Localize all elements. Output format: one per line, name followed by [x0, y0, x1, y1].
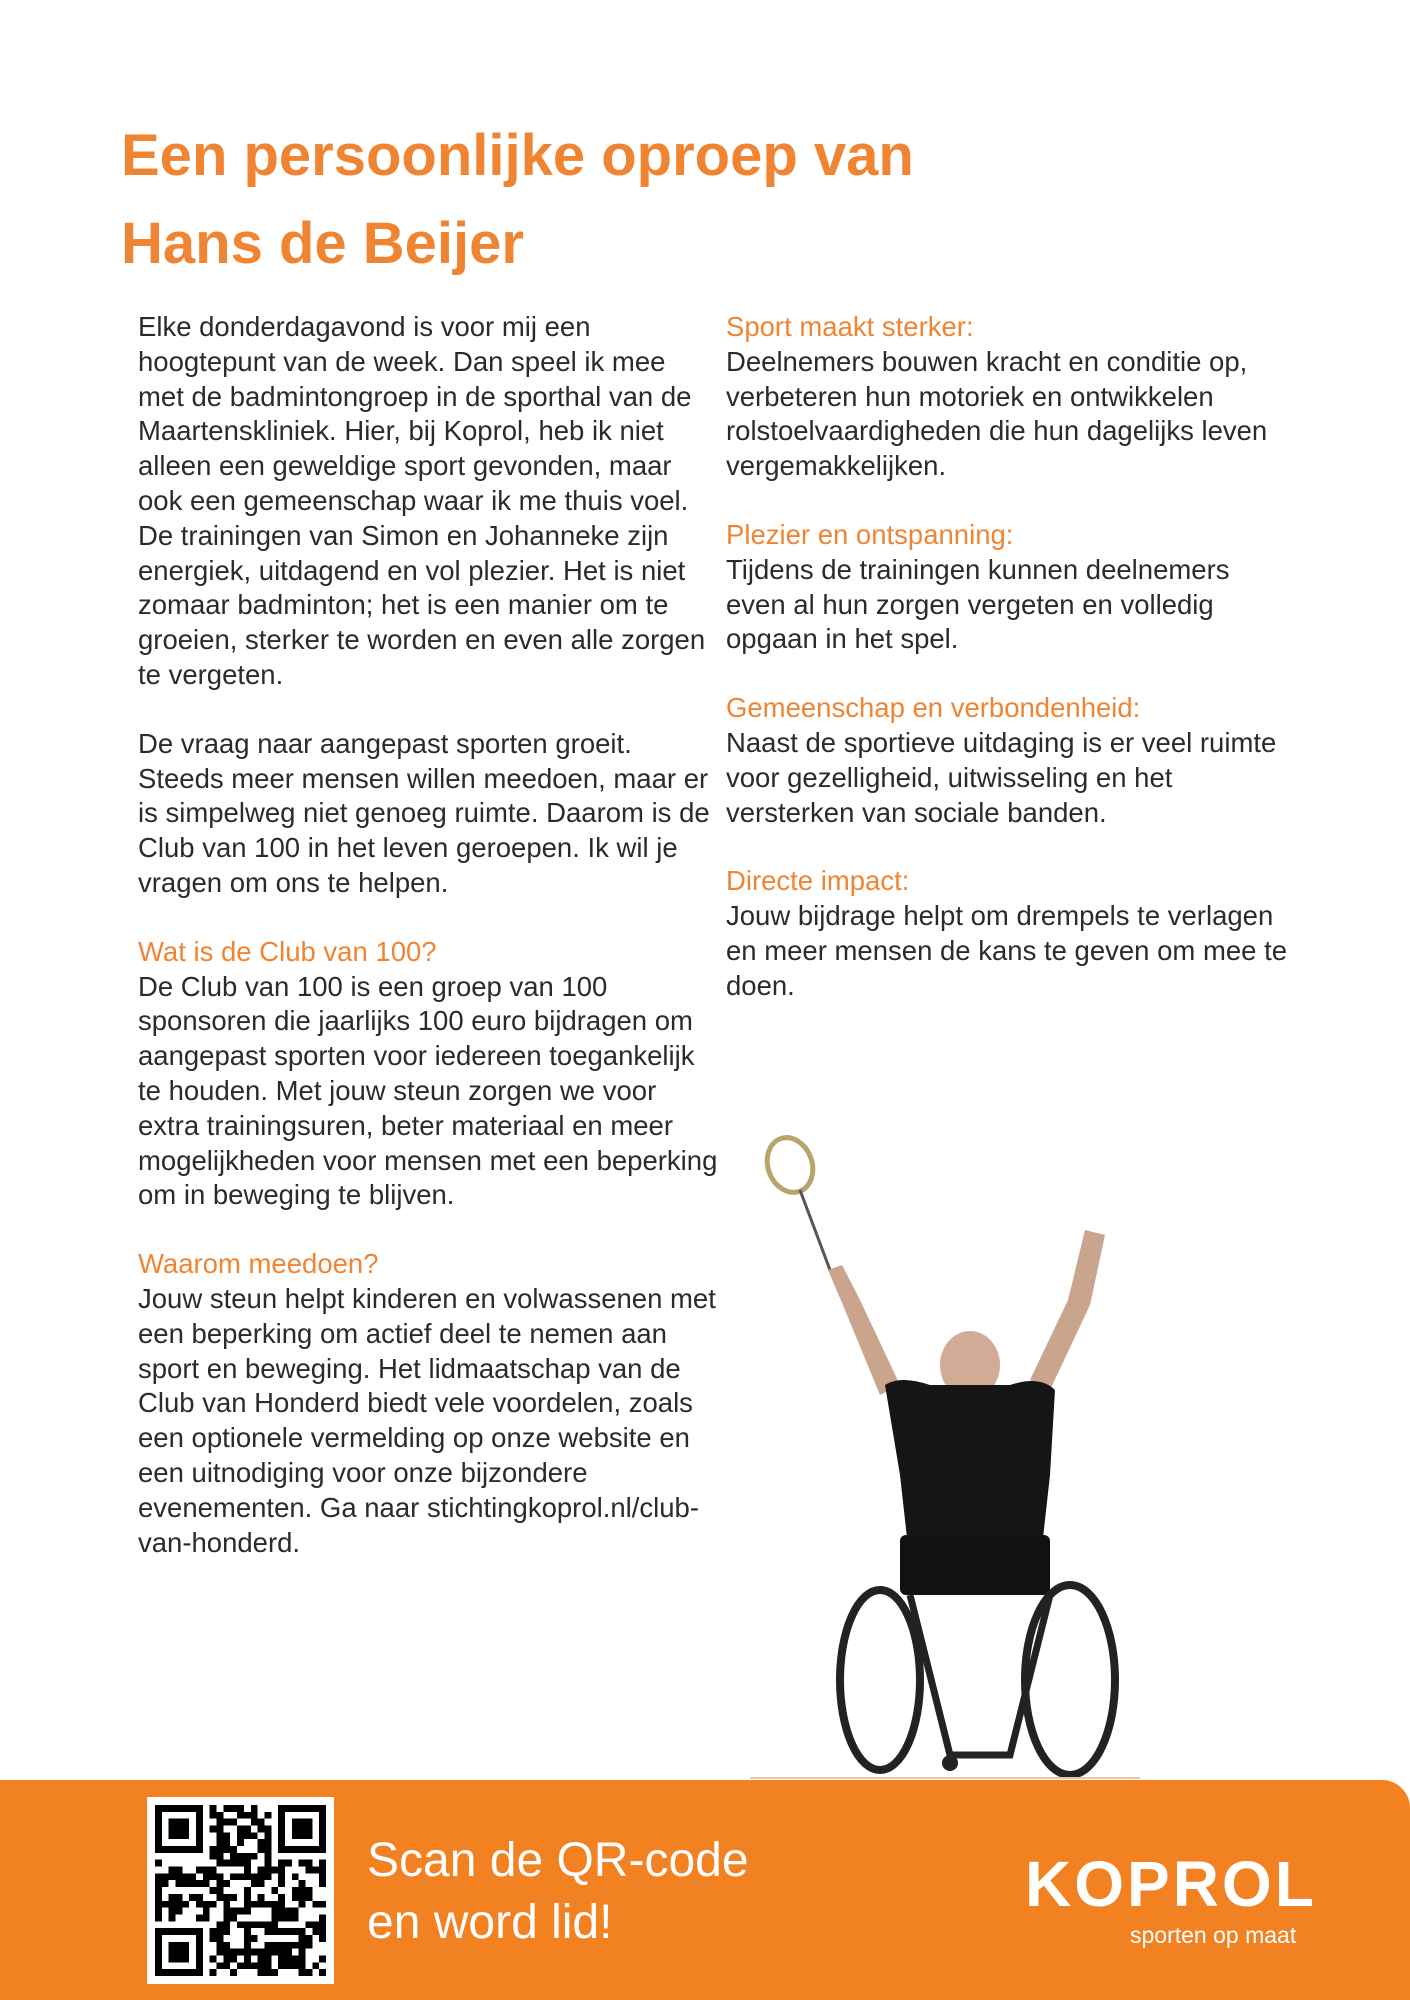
title-line-2: Hans de Beijer	[121, 211, 524, 276]
wheelchair-badminton-player-photo	[750, 1135, 1150, 1780]
section-text: Deelnemers bouwen kracht en conditie op, verbeteren hun motoriek en ontwikkelen rolstoelvaardigheden die hun dagelijks leven vergemakkelijken.	[726, 345, 1268, 482]
logo-wordmark: KOPROL	[1025, 1848, 1317, 1920]
section-heading: Plezier en ontspanning:	[726, 518, 1014, 550]
section-gemeenschap	[726, 691, 1296, 830]
appeal-paragraph: De vraag naar aangepast sporten groeit. Steeds meer mensen willen meedoen, maar er is simpelweg niet genoeg ruimte. Daarom is de Club van 100 in het leven geroepen. Ik wil je vragen om ons te helpen.	[138, 727, 710, 898]
page-title	[121, 112, 914, 288]
left-column	[138, 310, 718, 1594]
section-text: Naast de sportieve uitdaging is er veel ruimte voor gezelligheid, uitwisseling en het versterken van sociale banden.	[726, 726, 1277, 828]
section-sport-maakt-sterker	[726, 310, 1296, 484]
section-waarom-meedoen	[138, 1247, 718, 1560]
title-line-1: Een persoonlijke oproep van	[121, 123, 914, 188]
koprol-logo	[1025, 1848, 1345, 1962]
section-plezier	[726, 518, 1296, 657]
section-club-van-100	[138, 935, 718, 1213]
right-column	[726, 310, 1296, 1038]
logo-tagline: sporten op maat	[1130, 1922, 1297, 1948]
section-heading: Sport maakt sterker:	[726, 311, 974, 342]
cta-line-2: en word lid!	[367, 1896, 613, 1949]
section-text: De Club van 100 is een groep van 100 sponsoren die jaarlijks 100 euro bijdragen om aangepast sporten voor iedereen toegankelijk te houden. Met jouw steun zorgen we voor extra trainingsuren, beter materiaal en meer mogelijkheden voor mensen met een beperking om in beweging te blijven.	[138, 970, 718, 1211]
qr-code[interactable]	[147, 1797, 334, 1984]
section-heading: Waarom meedoen?	[138, 1248, 379, 1280]
intro-paragraph: Elke donderdagavond is voor mij een hoogtepunt van de week. Dan speel ik mee met de badmintongroep in de sporthal van de Maartenskliniek. Hier, bij Koprol, heb ik niet alleen een geweldige sport gevonden, maar ook een gemeenschap waar ik me thuis voel. De trainingen van Simon en Johanneke zijn energiek, uitdagend en vol plezier. Het is niet zomaar badminton; het is een manier om te groeien, sterker te worden en even alle zorgen te vergeten.	[138, 311, 706, 690]
section-heading: Directe impact:	[726, 865, 910, 897]
section-heading: Gemeenschap en verbondenheid:	[726, 692, 1141, 724]
section-text: Jouw bijdrage helpt om drempels te verlagen en meer mensen de kans te geven om mee te doen.	[726, 900, 1288, 1001]
footer-banner	[0, 1780, 1410, 2000]
cta-text	[367, 1830, 749, 1954]
section-directe-impact	[726, 864, 1296, 1003]
section-text: Tijdens de trainingen kunnen deelnemers even al hun zorgen vergeten en volledig opgaan in het spel.	[726, 553, 1230, 655]
cta-line-1: Scan de QR-code	[367, 1834, 749, 1887]
section-heading: Wat is de Club van 100?	[138, 935, 437, 967]
qr-code-icon	[155, 1805, 326, 1976]
section-text: Jouw steun helpt kinderen en volwassenen met een beperking om actief deel te nemen aan sport en beweging. Het lidmaatschap van de Club van Honderd biedt vele voordelen, zoals een optionele vermelding op onze website en een uitnodiging voor onze bijzondere evenementen. Ga naar stichtingkoprol.nl/club-van-honderd.	[138, 1282, 716, 1558]
